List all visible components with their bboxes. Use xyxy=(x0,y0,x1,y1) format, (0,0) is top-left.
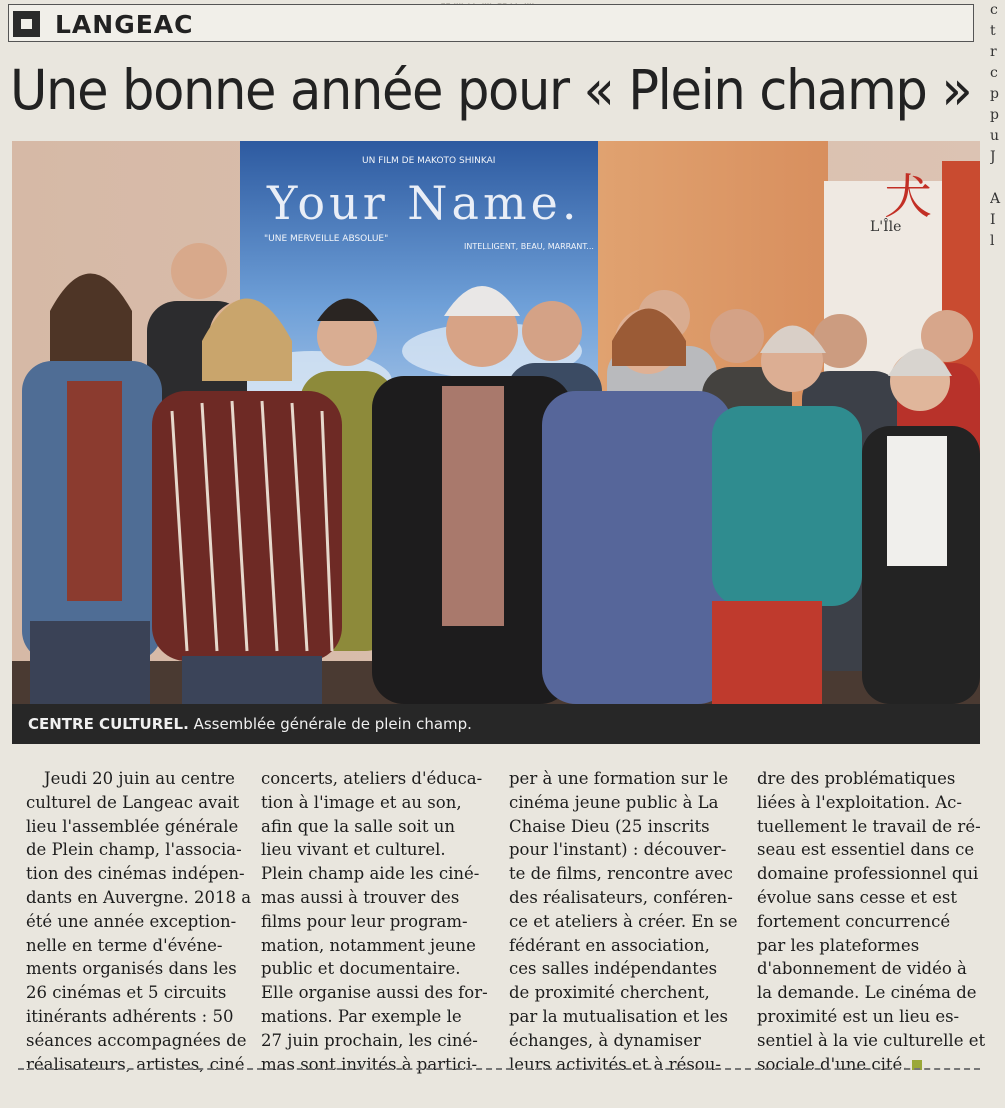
article-line: ce et ateliers à créer. En se xyxy=(509,911,738,931)
article-line: dre des problématiques xyxy=(757,769,956,788)
rubric-square-icon xyxy=(13,11,40,37)
side-poster-glyph: 犬 xyxy=(884,169,933,225)
article-line: mation, notamment jeune xyxy=(261,935,476,955)
adjacent-column-edge: c t r c p p u J A I l xyxy=(990,2,1001,249)
article-line: lieu vivant et culturel. xyxy=(261,840,446,860)
caption-lead: CENTRE CULTUREL. xyxy=(28,715,189,733)
poster-quote-left: "UNE MERVEILLE ABSOLUE" xyxy=(264,234,389,244)
article-line: tuellement le travail de ré- xyxy=(757,816,981,836)
poster-quote-right: INTELLIGENT, BEAU, MARRANT... xyxy=(464,242,594,251)
article-line: d'abonnement de vidéo à xyxy=(757,959,967,979)
article-line: tion à l'image et au son, xyxy=(261,792,462,812)
photo-illustration xyxy=(12,141,980,704)
photo-caption xyxy=(12,704,980,744)
article-line-last: sociale d'une cité. xyxy=(757,1053,985,1077)
article-line: lieu l'assemblée générale xyxy=(26,816,239,836)
article-line: public et documentaire. xyxy=(261,959,461,979)
bottom-dashed-rule xyxy=(18,1068,980,1070)
article-line: seau est essentiel dans ce xyxy=(757,840,975,860)
article-line: ments organisés dans les xyxy=(26,959,237,979)
article-line: dants en Auvergne. 2018 a xyxy=(26,887,252,907)
article-line: ces salles indépendantes xyxy=(509,959,718,979)
article-line: culturel de Langeac avait xyxy=(26,792,240,812)
article-line: mas aussi à trouver des xyxy=(261,887,460,907)
article-line: Elle organise aussi des for- xyxy=(261,983,488,1003)
article-column-1 xyxy=(26,767,254,1076)
article-column-3 xyxy=(509,767,737,1076)
article-line: Chaise Dieu (25 inscrits xyxy=(509,816,710,836)
article-line: pour l'instant) : découver- xyxy=(509,840,727,860)
article-line: des réalisateurs, conféren- xyxy=(509,887,733,907)
article-line: cinéma jeune public à La xyxy=(509,792,719,812)
article-line: la demande. Le cinéma de xyxy=(757,983,977,1003)
article-line: films pour leur program- xyxy=(261,911,468,931)
article-line: afin que la salle soit un xyxy=(261,816,455,836)
article-line: évolue sans cesse et est xyxy=(757,887,958,907)
section-name: LANGEAC xyxy=(55,10,194,39)
article-line: fédérant en association, xyxy=(509,935,710,955)
article-line: nelle en terme d'événe- xyxy=(26,935,223,955)
article-line: séances accompagnées de xyxy=(26,1030,247,1050)
article-line: sentiel à la vie culturelle et xyxy=(757,1030,986,1050)
article-line: par la mutualisation et les xyxy=(509,1006,728,1026)
article-line: mas sont invités à partici- xyxy=(261,1054,478,1074)
article-column-4 xyxy=(757,767,985,1076)
article-line: concerts, ateliers d'éduca- xyxy=(261,769,483,788)
article-line: été une année exception- xyxy=(26,911,237,931)
article-line: proximité est un lieu es- xyxy=(757,1006,960,1026)
article-line: per à une formation sur le xyxy=(509,769,729,788)
poster-kicker: UN FILM DE MAKOTO SHINKAI xyxy=(362,156,496,166)
poster-title: Your Name. xyxy=(267,176,581,230)
headline: Une bonne année pour « Plein champ » xyxy=(10,58,972,122)
article-line: leurs activités et à résou- xyxy=(509,1054,721,1074)
article-line: itinérants adhérents : 50 xyxy=(26,1006,234,1026)
side-poster-label: L'Île xyxy=(870,219,902,235)
article-line: domaine professionnel qui xyxy=(757,864,979,884)
article-line: de proximité cherchent, xyxy=(509,983,710,1003)
article-column-2 xyxy=(261,767,489,1076)
article-line: fortement concurrencé xyxy=(757,911,951,931)
article-line: Plein champ aide les ciné- xyxy=(261,864,480,884)
article-photo xyxy=(12,141,980,704)
article-line: 27 juin prochain, les ciné- xyxy=(261,1030,478,1050)
article-line: mations. Par exemple le xyxy=(261,1006,462,1026)
article-line: réalisateurs, artistes, ciné xyxy=(26,1054,245,1074)
article-line: tion des cinémas indépen- xyxy=(26,864,245,884)
article-line: Jeudi 20 juin au centre xyxy=(44,769,235,788)
article-line: liées à l'exploitation. Ac- xyxy=(757,792,962,812)
article-line: 26 cinémas et 5 circuits xyxy=(26,983,227,1003)
section-rubric xyxy=(8,4,974,42)
article-line: par les plateformes xyxy=(757,935,920,955)
caption-text: Assemblée générale de plein champ. xyxy=(188,715,472,733)
article-line: te de films, rencontre avec xyxy=(509,864,733,884)
article-line: de Plein champ, l'associa- xyxy=(26,840,242,860)
article-line: échanges, à dynamiser xyxy=(509,1030,701,1050)
